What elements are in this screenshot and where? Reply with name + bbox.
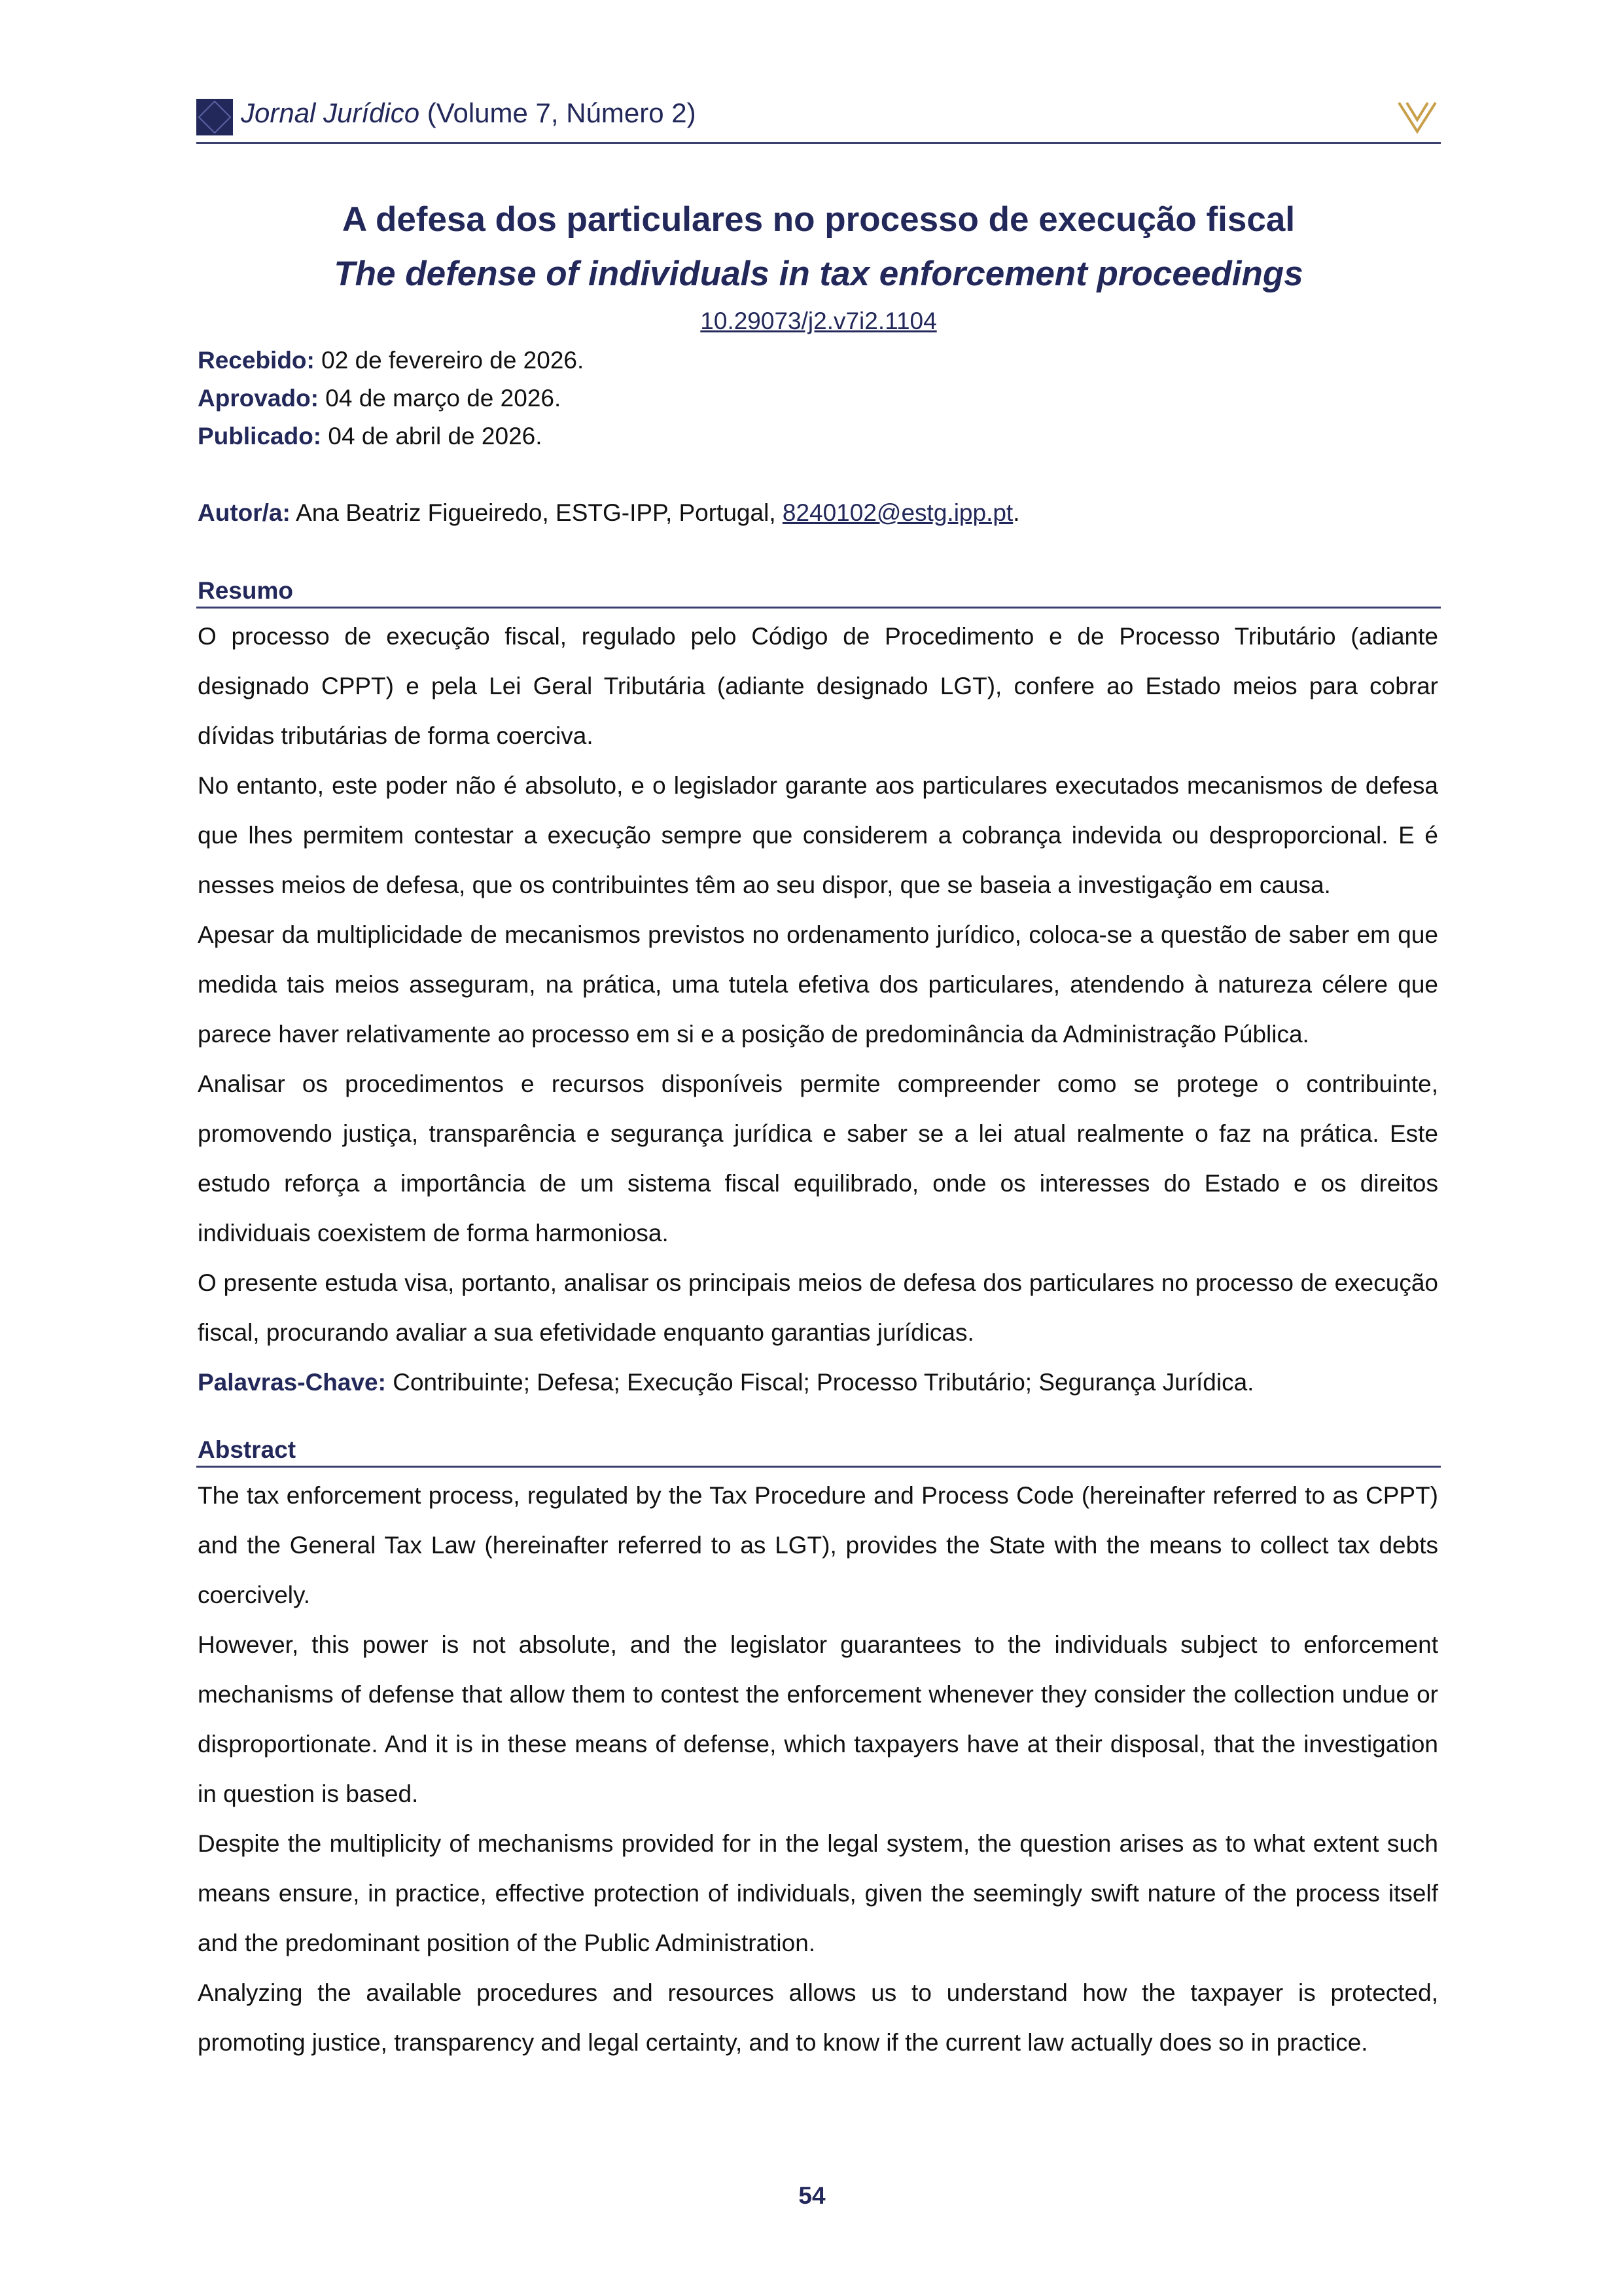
doi: [196, 308, 1441, 335]
keywords-value: Contribuinte; Defesa; Execução Fiscal; Processo Tributário; Segurança Jurídica.: [393, 1369, 1254, 1396]
author-email-link[interactable]: 8240102@estg.ipp.pt: [782, 499, 1014, 526]
journal-citation: [241, 97, 696, 129]
author-line: [198, 499, 1020, 527]
approved-date: [198, 385, 561, 412]
abstract-paragraph: The tax enforcement process, regulated by the Tax Procedure and Process Code (hereinafter referred to as CPPT) and the General Tax Law (hereinafter referred to as LGT), provides the State with the means to collect tax debts coercively.: [198, 1482, 1438, 1608]
abstract-paragraph: Despite the multiplicity of mechanisms provided for in the legal system, the question arises as to what extent such means ensure, in practice, effective protection of individuals, given the seemingly swift nature of the process itself and the predominant position of the Public Administration.: [198, 1830, 1438, 1956]
resumo-paragraph: No entanto, este poder não é absoluto, e o legislador garante aos particulares executados mecanismos de defesa que lhes permitem contestar a execução sempre que considerem a cobrança indevida ou desproporcional. E é nesses meios de defesa, que os contribuintes têm ao seu dispor, que se baseia a investigação em causa.: [198, 772, 1438, 898]
resumo-body: [198, 612, 1438, 1407]
journal-logo-icon: [196, 99, 233, 135]
approved-label: Aprovado:: [198, 385, 319, 412]
article-title-pt: A defesa dos particulares no processo de execução fiscal: [342, 200, 1296, 239]
journal-name: Jornal Jurídico: [241, 97, 420, 128]
received-date: [198, 347, 584, 374]
received-value: 02 de fevereiro de 2026.: [321, 347, 584, 374]
abstract-paragraph: Analyzing the available procedures and resources allows us to understand how the taxpayer is protected, promoting justice, transparency and legal certainty, and to know if the current law actually does so in practice.: [198, 1979, 1438, 2056]
abstract-heading: Abstract: [196, 1436, 1441, 1468]
published-date: [198, 423, 542, 450]
abstract-body: [198, 1471, 1438, 2068]
volume-issue: (Volume 7, Número 2): [427, 97, 696, 128]
running-header: [196, 95, 1441, 144]
published-value: 04 de abril de 2026.: [328, 423, 542, 450]
chevron-logo-icon: [1396, 97, 1438, 137]
resumo-paragraph: O processo de execução fiscal, regulado pelo Código de Procedimento e de Processo Tributário (adiante designado CPPT) e pela Lei Geral Tributária (adiante designado LGT), confere ao Estado meios para cobrar dívidas tributárias de forma coerciva.: [198, 623, 1438, 749]
resumo-paragraph: Analisar os procedimentos e recursos disponíveis permite compreender como se protege o contribuinte, promovendo justiça, transparência e segurança jurídica e saber se a lei atual realmente o faz na prática. Este estudo reforça a importância de um sistema fiscal equilibrado, onde os interesses do Estado e os direitos individuais coexistem de forma harmoniosa.: [198, 1070, 1438, 1246]
author-details: Ana Beatriz Figueiredo, ESTG-IPP, Portugal,: [296, 499, 776, 526]
resumo-heading: Resumo: [196, 577, 1441, 609]
page-number: 54: [798, 2182, 826, 2209]
resumo-paragraph: O presente estuda visa, portanto, analisar os principais meios de defesa dos particulares no processo de execução fiscal, procurando avaliar a sua efetividade enquanto garantias jurídicas.: [198, 1269, 1438, 1346]
resumo-paragraph: Apesar da multiplicidade de mecanismos previstos no ordenamento jurídico, coloca-se a questão de saber em que medida tais meios asseguram, na prática, uma tutela efetiva dos particulares, atendendo à natureza célere que parece haver relativamente ao processo em si e a posição de predominância da Administração Pública.: [198, 921, 1438, 1048]
doi-link[interactable]: 10.29073/j2.v7i2.1104: [700, 308, 937, 334]
published-label: Publicado:: [198, 423, 322, 450]
author-label: Autor/a:: [198, 499, 291, 526]
approved-value: 04 de março de 2026.: [325, 385, 561, 412]
keywords: [198, 1358, 1438, 1407]
received-label: Recebido:: [198, 347, 315, 374]
keywords-label: Palavras-Chave:: [198, 1369, 386, 1396]
article-title-en: The defense of individuals in tax enforcement proceedings: [334, 255, 1303, 293]
abstract-paragraph: However, this power is not absolute, and the legislator guarantees to the individuals subject to enforcement mechanisms of defense that allow them to contest the enforcement whenever they consider the collection undue or disproportionate. And it is in these means of defense, which taxpayers have at their disposal, that the investigation in question is based.: [198, 1631, 1438, 1807]
author-trailing: .: [1013, 499, 1020, 526]
